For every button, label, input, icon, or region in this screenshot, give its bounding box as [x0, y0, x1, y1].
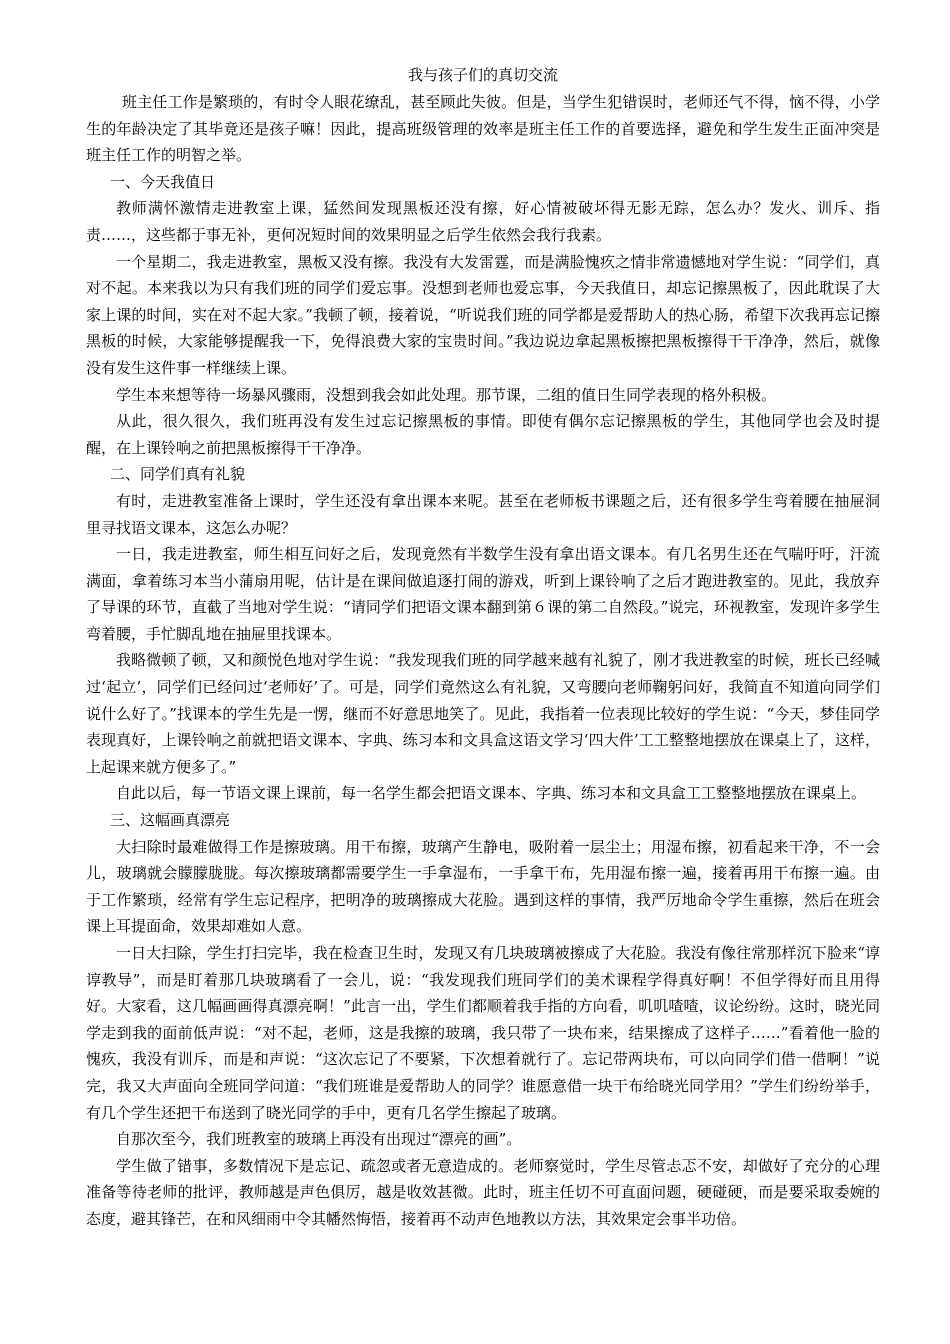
section-heading-3: 三、这幅画真漂亮 — [110, 811, 231, 830]
paragraph: 自那次至今，我们班教室的玻璃上再没有出现过“漂亮的画”。 — [116, 1130, 522, 1149]
paragraph: 学生本来想等待一场暴风骤雨，没想到我会如此处理。那节课，二组的值日生同学表现的格外积极。 — [116, 385, 777, 404]
paragraph: 教师满怀激情走进教室上课，猛然间发现黑板还没有擦，好心情被破坏得无影无踪，怎么办？发火、训斥、指责……，这些都于事无补，更何况短时间的效果明显之后学生依然会我行我素。 — [86, 199, 880, 244]
section-heading-1: 一、今天我值日 — [110, 172, 216, 191]
paragraph: 一日大扫除，学生打扫完毕，我在检查卫生时，发现又有几块玻璃被擦成了大花脸。我没有像往常那样沉下脸来“谆谆教导”，而是盯着那几块玻璃看了一会儿，说：“我发现我们班同学们的美术课程学得真好啊！不但学得好而且用得好。大家看，这几幅画画得真漂亮啊！”此言一出，学生们都顺着我手指的方向看，叽叽喳喳，议论纷纷。这时，晓光同学走到我的面前低声说：“对不起，老师，这是我擦的玻璃，我只带了一块布来，结果擦成了这样子……”看着他一脸的愧疚，我没有训斥，而是和声说：“这次忘记了不要紧，下次想着就行了。忘记带两块布，可以向同学们借一借啊！”说完，我又大声面向全班同学问道：“我们班谁是爱帮助人的同学？谁愿意借一块干布给晓光同学用？”学生们纷纷举手，有几个学生还把干布送到了晓光同学的手中，更有几名学生擦起了玻璃。 — [86, 944, 880, 1122]
paragraph: 一个星期二，我走进教室，黑板又没有擦。我没有大发雷霆，而是满脸愧疚之情非常遗憾地对学生说：“同学们，真对不起。本来我以为只有我们班的同学们爱忘事。没想到老师也爱忘事，今天我值日，却忘记擦黑板了，因此耽误了大家上课的时间，实在对不起大家。”我顿了顿，接着说，“听说我们班的同学都是爱帮助人的热心肠，希望下次我再忘记擦黑板的时候，大家能够提醒我一下，免得浪费大家的宝贵时间。”我边说边拿起黑板擦把黑板擦得干干净净，然后，就像没有发生这件事一样继续上课。 — [86, 252, 880, 377]
document-title: 我与孩子们的真切交流 — [407, 66, 558, 84]
paragraph-intro: 班主任工作是繁琐的，有时令人眼花缭乱，甚至顾此失彼。但是，当学生犯错误时，老师还气不得，恼不得，小学生的年龄决定了其毕竟还是孩子嘛！因此，提高班级管理的效率是班主任工作的首要选择，避免和学生发生正面冲突是班主任工作的明智之举。 — [86, 93, 880, 165]
paragraph-conclusion: 学生做了错事，多数情况下是忘记、疏忽或者无意造成的。老师察觉时，学生尽管忐忑不安，却做好了充分的心理准备等待老师的批评，教师越是声色俱厉，越是收效甚微。此时，班主任切不可直面问题，硬碰硬，而是要采取委婉的态度，避其锋芒，在和风细雨中令其幡然悔悟，接着再不动声色地教以方法，其效果定会事半功倍。 — [86, 1156, 880, 1228]
document-page — [86, 62, 880, 1233]
section-heading-2: 二、同学们真有礼貌 — [110, 465, 246, 484]
paragraph: 一日，我走进教室，师生相互问好之后，发现竟然有半数学生没有拿出语文课本。有几名男生还在气喘吁吁，汗流满面，拿着练习本当小蒲扇用呢，估计是在课间做追逐打闹的游戏，听到上课铃响了之后才跑进教室的。见此，我放弃了导课的环节，直截了当地对学生说：“请同学们把语文课本翻到第６课的第二自然段。”说完，环视教室，发现许多学生弯着腰，手忙脚乱地在抽屉里找课本。 — [86, 545, 880, 643]
paragraph: 自此以后，每一节语文课上课前，每一名学生都会把语文课本、字典、练习本和文具盒工工整整地摆放在课桌上。 — [116, 784, 867, 803]
paragraph: 我略微顿了顿，又和颜悦色地对学生说：“我发现我们班的同学越来越有礼貌了，刚才我进教室的时候，班长已经喊过‘起立’，同学们已经问过‘老师好’了。可是，同学们竟然这么有礼貌，又弯腰向老师鞠躬问好，我简直不知道向同学们说什么好了。”找课本的学生先是一愣，继而不好意思地笑了。见此，我指着一位表现比较好的学生说：“今天，梦佳同学表现真好，上课铃响之前就把语文课本、字典、练习本和文具盒这语文学习‘四大件’工工整整地摆放在课桌上了，这样，上起课来就方便多了。” — [86, 651, 880, 776]
paragraph: 大扫除时最难做得工作是擦玻璃。用干布擦，玻璃产生静电，吸附着一层尘土；用湿布擦，初看起来干净，不一会儿，玻璃就会朦朦胧胧。每次擦玻璃都需要学生一手拿湿布，一手拿干布，先用湿布擦一遍，接着再用干布擦一遍。由于工作繁琐，经常有学生忘记程序，把明净的玻璃擦成大花脸。遇到这样的事情，我严厉地命令学生重擦，然后在班会课上耳提面命，效果却难如人意。 — [86, 837, 880, 936]
paragraph: 从此，很久很久，我们班再没有发生过忘记擦黑板的事情。即使有偶尔忘记擦黑板的学生，其他同学也会及时提醒，在上课铃响之前把黑板擦得干干净净。 — [86, 412, 880, 457]
paragraph: 有时，走进教室准备上课时，学生还没有拿出课本来呢。甚至在老师板书课题之后，还有很多学生弯着腰在抽屉洞里寻找语文课本，这怎么办呢？ — [86, 491, 880, 537]
